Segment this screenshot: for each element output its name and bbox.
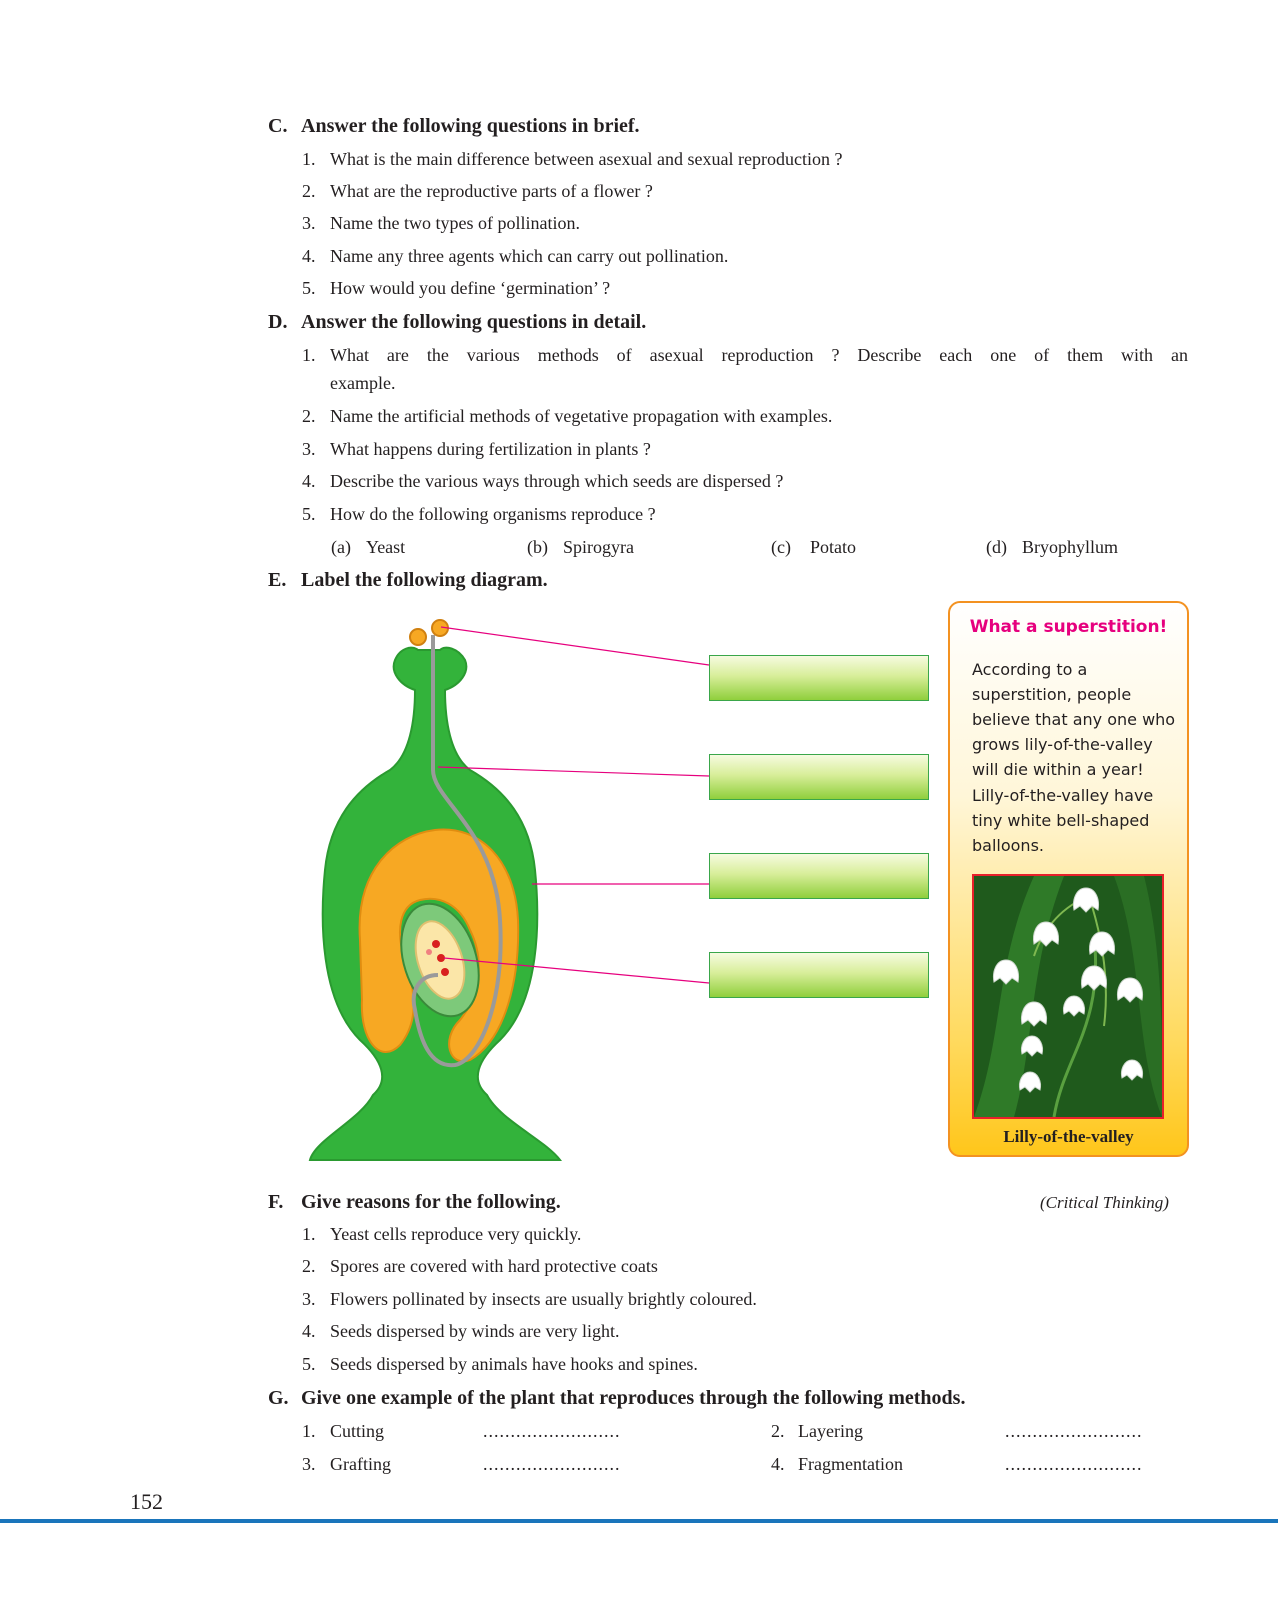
item-number: 3. — [302, 1454, 316, 1474]
label-answer-box-2[interactable] — [709, 754, 929, 800]
section-d-title: Answer the following questions in detail. — [301, 311, 647, 333]
question-number: 3. — [302, 1289, 316, 1309]
section-g-title: Give one example of the plant that reproduces through the following methods. — [301, 1387, 966, 1409]
superstition-paragraph-1: According to a superstition, people believe that any one who grows lily-of-the-valley will die within a year! — [972, 660, 1176, 779]
question-text: Describe the various ways through which seeds are dispersed ? — [330, 471, 784, 491]
section-f-title: Give reasons for the following. — [301, 1191, 561, 1213]
section-e-letter: E. — [268, 569, 287, 591]
option-text: Potato — [810, 537, 857, 557]
item-text: Grafting — [330, 1454, 391, 1474]
question-text: How do the following organisms reproduce ? — [330, 504, 656, 524]
question-text: What are the various methods of asexual reproduction ? Describe each one of them with an — [330, 345, 1188, 365]
question-text: Seeds dispersed by animals have hooks and spines. — [330, 1354, 698, 1374]
item-text: Layering — [798, 1421, 863, 1441]
question-number: 2. — [302, 181, 316, 201]
section-d-letter: D. — [268, 311, 288, 333]
section-e-title: Label the following diagram. — [301, 569, 548, 591]
question-number: 4. — [302, 471, 316, 491]
item-text: Cutting — [330, 1421, 385, 1441]
question-text: What happens during fertilization in plants ? — [330, 439, 651, 459]
question-text: What are the reproductive parts of a flower ? — [330, 181, 653, 201]
option-text: Spirogyra — [563, 537, 634, 557]
antipodal — [426, 949, 432, 955]
section-g-letter: G. — [268, 1387, 289, 1409]
egg-cell — [432, 940, 440, 948]
item-number: 2. — [771, 1421, 785, 1441]
superstition-box — [948, 601, 1189, 1157]
item-text: Fragmentation — [798, 1454, 903, 1474]
question-text: Name the two types of pollination. — [330, 213, 580, 233]
option-text: Yeast — [366, 537, 406, 557]
answer-blank[interactable]: ......................... — [1005, 1454, 1143, 1474]
question-number: 4. — [302, 246, 316, 266]
lily-of-the-valley-photo — [972, 874, 1164, 1119]
pollen-grain — [410, 629, 426, 645]
answer-blank[interactable]: ......................... — [483, 1454, 621, 1474]
question-text: What is the main difference between asexual and sexual reproduction ? — [330, 149, 843, 169]
question-number: 2. — [302, 1256, 316, 1276]
option-label: (b) — [527, 537, 548, 557]
answer-blank[interactable]: ......................... — [483, 1421, 621, 1441]
question-number: 5. — [302, 278, 316, 298]
section-c-letter: C. — [268, 115, 288, 137]
question-number: 5. — [302, 1354, 316, 1374]
polar-nucleus — [437, 954, 445, 962]
question-number: 4. — [302, 1321, 316, 1341]
label-answer-box-4[interactable] — [709, 952, 929, 998]
question-number: 3. — [302, 213, 316, 233]
label-answer-box-1[interactable] — [709, 655, 929, 701]
question-text: How would you define ‘germination’ ? — [330, 278, 611, 298]
item-number: 1. — [302, 1421, 316, 1441]
question-number: 3. — [302, 439, 316, 459]
photo-caption: Lilly-of-the-valley — [1003, 1127, 1134, 1146]
option-label: (a) — [331, 537, 351, 557]
answer-blank[interactable]: ......................... — [1005, 1421, 1143, 1441]
question-number: 1. — [302, 1224, 316, 1244]
question-text: Seeds dispersed by winds are very light. — [330, 1321, 620, 1341]
pistil-diagram — [300, 610, 720, 1170]
option-label: (d) — [986, 537, 1007, 557]
critical-thinking-tag: (Critical Thinking) — [1040, 1193, 1169, 1212]
pointer-line — [441, 627, 709, 665]
question-text: Yeast cells reproduce very quickly. — [330, 1224, 582, 1244]
question-text: Spores are covered with hard protective coats — [330, 1256, 658, 1276]
question-number: 2. — [302, 406, 316, 426]
question-text-continued: example. — [330, 373, 396, 393]
question-number: 1. — [302, 345, 316, 365]
superstition-paragraph-2: Lilly-of-the-valley have tiny white bell-shaped balloons. — [972, 786, 1154, 855]
page-number: 152 — [130, 1489, 163, 1514]
label-answer-box-3[interactable] — [709, 853, 929, 899]
section-c-title: Answer the following questions in brief. — [301, 115, 640, 137]
section-f-letter: F. — [268, 1191, 284, 1213]
question-text: Name the artificial methods of vegetative propagation with examples. — [330, 406, 833, 426]
option-text: Bryophyllum — [1022, 537, 1119, 557]
question-text: Name any three agents which can carry out pollination. — [330, 246, 729, 266]
question-number: 5. — [302, 504, 316, 524]
superstition-title: What a superstition! — [969, 617, 1168, 637]
question-number: 1. — [302, 149, 316, 169]
option-label: (c) — [771, 537, 791, 557]
item-number: 4. — [771, 1454, 785, 1474]
footer-rule — [0, 1519, 1278, 1523]
question-text: Flowers pollinated by insects are usually brightly coloured. — [330, 1289, 757, 1309]
synergid — [441, 968, 449, 976]
